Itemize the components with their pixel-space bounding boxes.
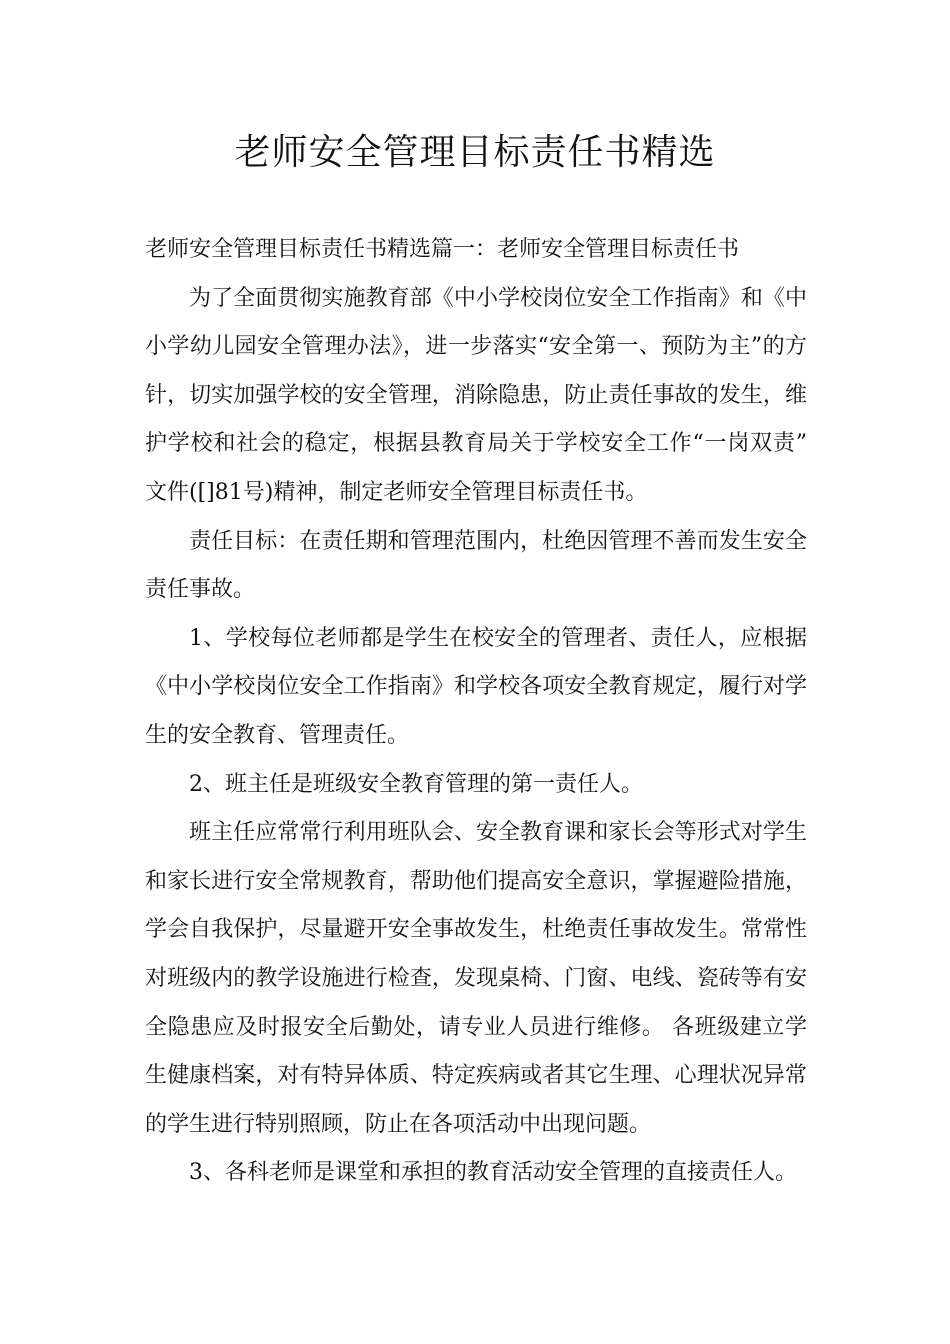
document-body: [145, 226, 807, 1198]
paragraph-item-3: 3、各科老师是课堂和承担的教育活动安全管理的直接责任人。: [189, 1160, 797, 1186]
paragraph-item-2: 2、班主任是班级安全教育管理的第一责任人。: [189, 771, 643, 797]
paragraph-heading: 老师安全管理目标责任书精选篇一：老师安全管理目标责任书: [145, 237, 740, 262]
paragraph-homeroom-duties: 班主任应常常行利用班队会、安全教育课和家长会等形式对学生和家长进行安全常规教育，帮助他们提高安全意识，掌握避险措施，学会自我保护，尽量避开安全事故发生，杜绝责任事故发生。常常性对班级内的教学设施进行检查，发现桌椅、门窗、电线、瓷砖等有安全隐患应及时报安全后勤处，请专业人员进行维修。 各班级建立学生健康档案，对有特异体质、特定疾病或者其它生理、心理状况异常的学生进行特别照顾，防止在各项活动中出现问题。: [145, 820, 807, 1137]
paragraph-intro: 为了全面贯彻实施教育部《中小学校岗位安全工作指南》和《中小学幼儿园安全管理办法》，进一步落实“安全第一、预防为主”的方针，切实加强学校的安全管理，消除隐患，防止责任事故的发生，维护学校和社会的稳定，根据县教育局关于学校安全工作“一岗双责” 文件([]81号)精神，制定老师安全管理目标责任书。: [145, 285, 807, 505]
paragraph-goal: 责任目标：在责任期和管理范围内，杜绝因管理不善而发生安全责任事故。: [145, 528, 807, 603]
paragraph-item-1: 1、学校每位老师都是学生在校安全的管理者、责任人，应根据《中小学校岗位安全工作指南》和学校各项安全教育规定，履行对学生的安全教育、管理责任。: [145, 625, 807, 748]
document-title: 老师安全管理目标责任书精选: [234, 132, 716, 173]
